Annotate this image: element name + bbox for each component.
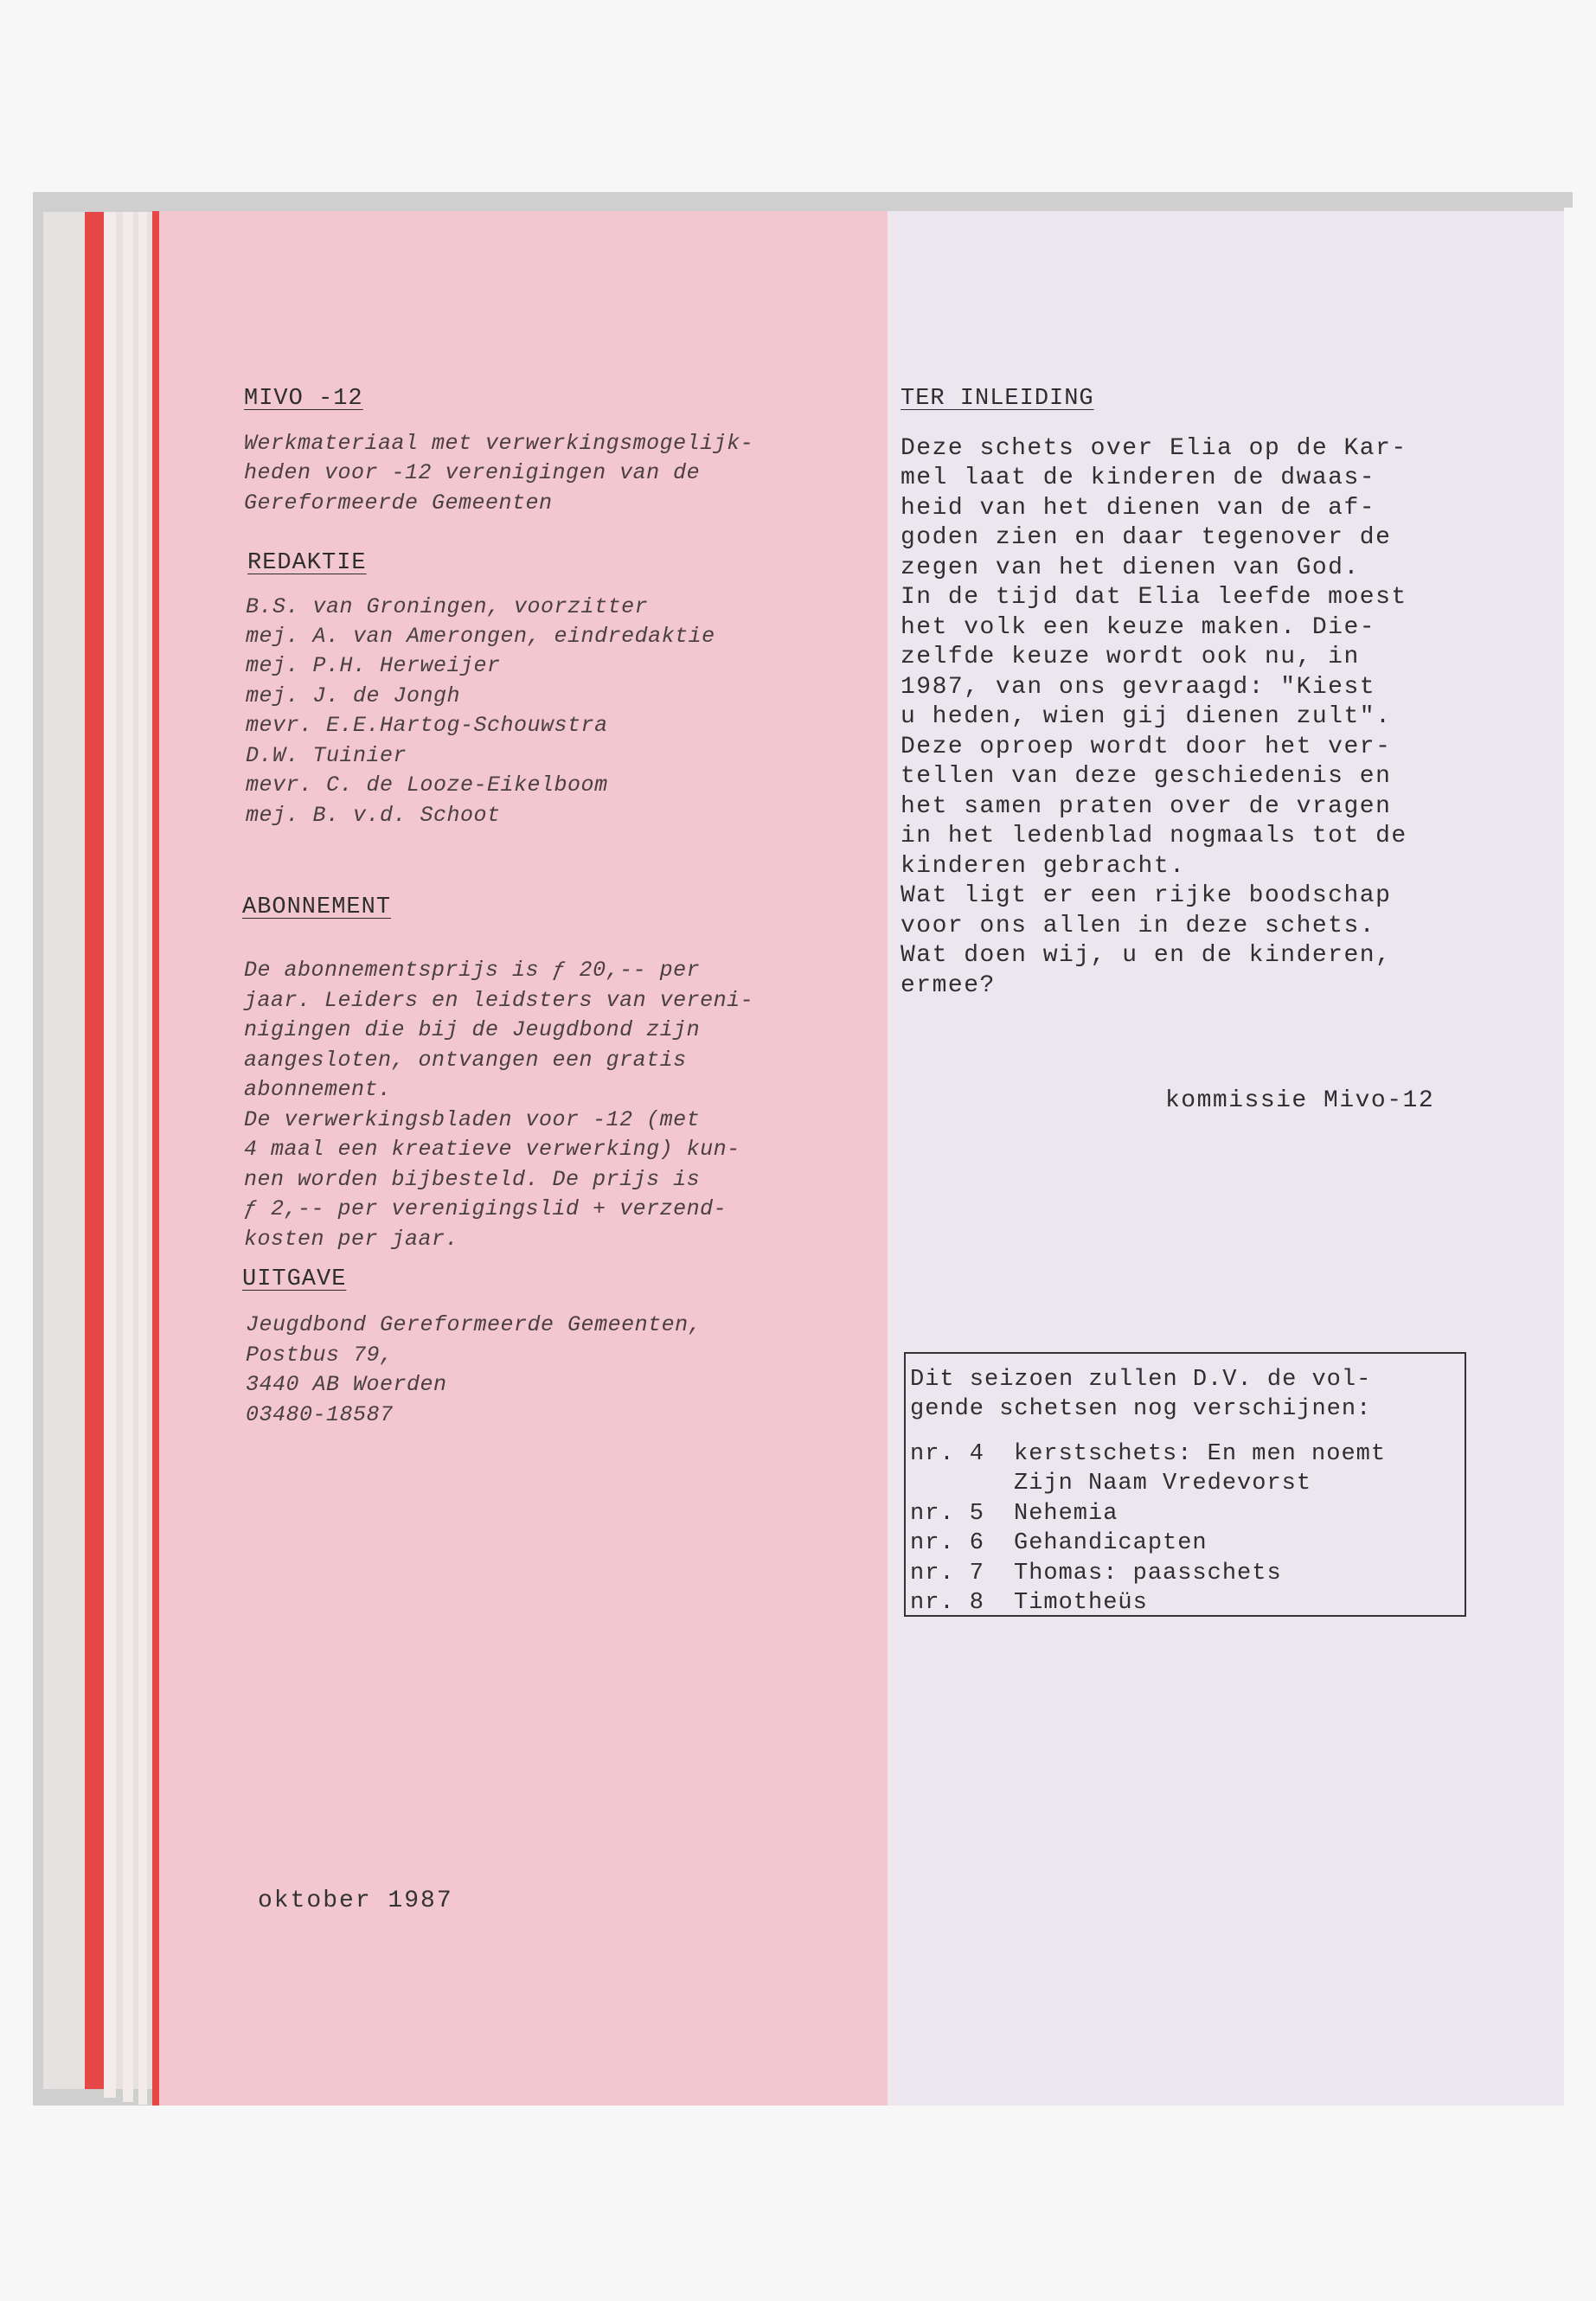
schets-item [910, 1439, 1386, 1470]
intro-text-line: In de tijd dat Elia leefde moest [901, 584, 1407, 611]
schets-number: nr. 5 [910, 1501, 985, 1527]
signature: kommissie Mivo-12 [1165, 1087, 1435, 1114]
uitgave-line: 03480-18587 [246, 1402, 394, 1427]
intro-text-line: voor ons allen in deze schets. [901, 913, 1376, 939]
intro-text-line: 1987, van ons gevraagd: "Kiest [901, 674, 1376, 701]
red-page-edge [152, 211, 159, 2106]
uitgave-line: Postbus 79, [246, 1343, 394, 1368]
intro-text-line: zegen van het dienen van God. [901, 554, 1360, 581]
abonnement-line: nigingen die bij de Jeugdbond zijn [244, 1017, 701, 1042]
abonnement-line: abonnement. [244, 1077, 392, 1102]
intro-text-line: heid van het dienen van de af- [901, 495, 1376, 522]
intro-line: Gereformeerde Gemeenten [244, 490, 553, 516]
abonnement-line: ƒ 2,-- per verenigingslid + verzend- [244, 1196, 727, 1221]
intro-line: Werkmateriaal met verwerkingsmogelijk- [244, 431, 754, 456]
redaktie-member: mevr. C. de Looze-Eikelboom [246, 772, 608, 798]
schets-item [910, 1588, 1148, 1618]
abonnement-line: De abonnementsprijs is ƒ 20,-- per [244, 958, 701, 983]
box-intro-line: gende schetsen nog verschijnen: [910, 1396, 1372, 1422]
abonnement-line: De verwerkingsbladen voor -12 (met [244, 1107, 701, 1132]
page-leaf [123, 212, 133, 2102]
title-mivo: MIVO -12 [244, 386, 363, 412]
redaktie-heading: REDAKTIE [247, 550, 367, 576]
intro-text-line: goden zien en daar tegenover de [901, 524, 1392, 551]
abonnement-line: 4 maal een kreatieve verwerking) kun- [244, 1137, 740, 1162]
abonnement-heading: ABONNEMENT [242, 894, 392, 920]
intro-text-line: Wat ligt er een rijke boodschap [901, 882, 1392, 909]
intro-text-line: het volk een keuze maken. Die- [901, 614, 1376, 641]
page-leaf [104, 212, 116, 2098]
right-margin [1564, 208, 1596, 2111]
red-page-edge [85, 212, 104, 2089]
ter-inleiding-heading: TER INLEIDING [901, 386, 1094, 412]
schets-title: Gehandicapten [1014, 1530, 1208, 1556]
redaktie-member: mej. B. v.d. Schoot [246, 803, 501, 828]
publication-date: oktober 1987 [258, 1888, 453, 1914]
redaktie-member: mevr. E.E.Hartog-Schouwstra [246, 713, 608, 738]
schets-title: Nehemia [1014, 1501, 1118, 1527]
intro-text-line: Wat doen wij, u en de kinderen, [901, 942, 1392, 969]
intro-text-line: ermee? [901, 972, 996, 999]
schets-number: nr. 4 [910, 1441, 985, 1467]
uitgave-heading: UITGAVE [242, 1266, 347, 1292]
schets-number: nr. 8 [910, 1590, 985, 1616]
intro-text-line: Deze oproep wordt door het ver- [901, 734, 1392, 760]
schets-item-continuation [1014, 1469, 1311, 1499]
schets-title: Thomas: paasschets [1014, 1561, 1282, 1586]
schets-title: kerstschets: En men noemt [1014, 1441, 1387, 1467]
schets-title: Timotheüs [1014, 1590, 1148, 1616]
intro-line: heden voor -12 verenigingen van de [244, 460, 701, 485]
redaktie-member: mej. A. van Amerongen, eindredaktie [246, 624, 715, 649]
redaktie-member: mej. P.H. Herweijer [246, 653, 501, 678]
abonnement-line: nen worden bijbesteld. De prijs is [244, 1167, 701, 1192]
schets-number: nr. 6 [910, 1530, 985, 1556]
redaktie-member: D.W. Tuinier [246, 743, 407, 768]
schets-item [910, 1499, 1118, 1529]
intro-text-line: tellen van deze geschiedenis en [901, 763, 1392, 790]
redaktie-member: mej. J. de Jongh [246, 683, 461, 708]
intro-text-line: kinderen gebracht. [901, 853, 1186, 880]
page-leaf [138, 212, 147, 2105]
abonnement-line: aangesloten, ontvangen een gratis [244, 1048, 687, 1073]
abonnement-line: kosten per jaar. [244, 1227, 459, 1252]
abonnement-line: jaar. Leiders en leidsters van vereni- [244, 988, 754, 1013]
uitgave-line: 3440 AB Woerden [246, 1372, 447, 1397]
intro-text-line: u heden, wien gij dienen zult". [901, 703, 1392, 730]
intro-text-line: Deze schets over Elia op de Kar- [901, 435, 1407, 462]
intro-text-line: mel laat de kinderen de dwaas- [901, 465, 1376, 491]
schets-number: nr. 7 [910, 1561, 985, 1586]
box-intro-line: Dit seizoen zullen D.V. de vol- [910, 1367, 1372, 1393]
schets-item [910, 1529, 1208, 1559]
intro-text-line: zelfde keuze wordt ook nu, in [901, 644, 1360, 670]
redaktie-member: B.S. van Groningen, voorzitter [246, 594, 649, 619]
schets-title: Zijn Naam Vredevorst [1014, 1471, 1312, 1497]
intro-text-line: het samen praten over de vragen [901, 793, 1392, 820]
intro-text-line: in het ledenblad nogmaals tot de [901, 823, 1407, 849]
uitgave-line: Jeugdbond Gereformeerde Gemeenten, [246, 1312, 702, 1337]
schets-item [910, 1559, 1282, 1589]
